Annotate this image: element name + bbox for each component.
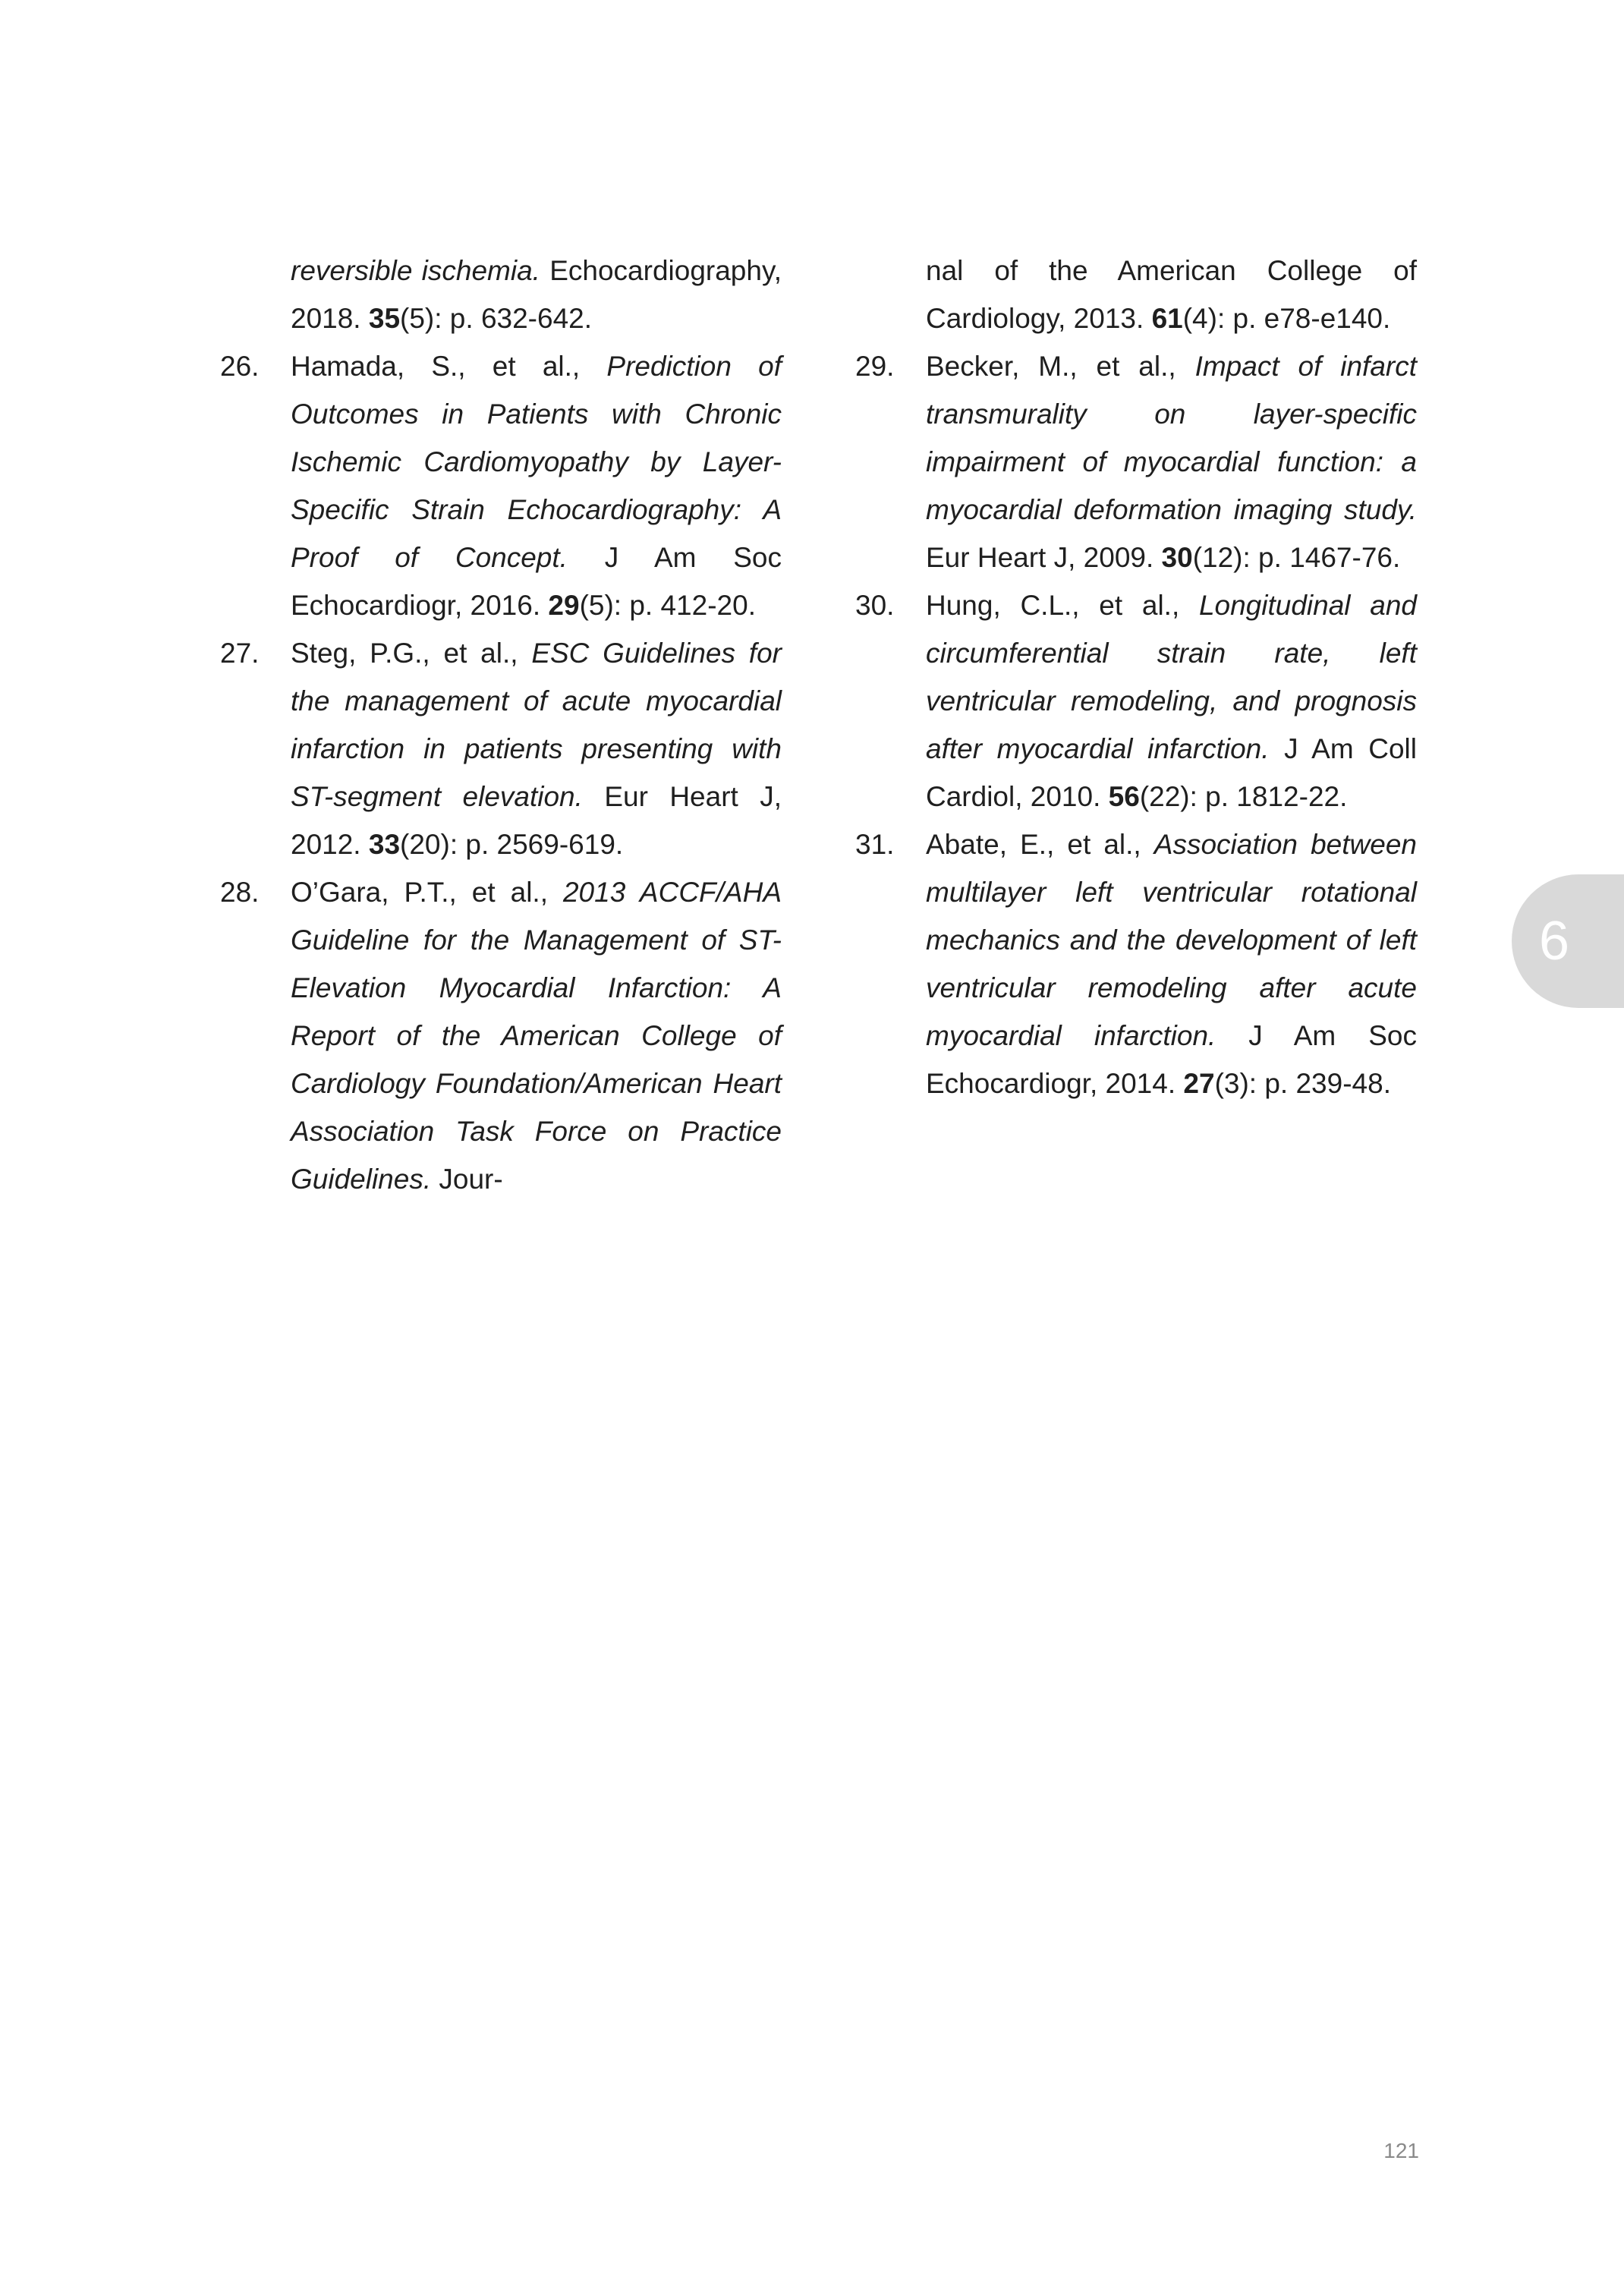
reference-number: 29. <box>855 351 895 382</box>
reference-title: Association between multilayer left ventricular rotational mechanics and the development of left ventricular remodeling after acute myocardial infarction. <box>926 829 1417 1051</box>
chapter-tab <box>1512 874 1624 1008</box>
reference-journal: Jour- <box>431 1164 503 1195</box>
reference-title: Prediction of Outcomes in Patients with Chronic Ischemic Cardiomyopathy by Layer-Specific Strain Echocardiography: A Proof of Concept. <box>291 351 782 573</box>
right-column <box>855 247 1417 1107</box>
reference-authors: Abate, E., et al., <box>926 829 1154 860</box>
reference-28 <box>220 868 782 1203</box>
reference-authors: O’Gara, P.T., et al., <box>291 877 563 908</box>
reference-journal: J Am Soc Echocardiogr, 2014. <box>926 1020 1417 1099</box>
reference-26 <box>220 342 782 629</box>
reference-31 <box>855 820 1417 1107</box>
reference-volume: 35 <box>368 303 401 334</box>
reference-pages: (20): p. 2569-619. <box>400 829 624 860</box>
reference-pages: (5): p. 632-642. <box>400 303 593 334</box>
reference-number: 30. <box>855 590 895 621</box>
reference-pages: (4): p. e78-e140. <box>1182 303 1391 334</box>
reference-volume: 29 <box>548 590 580 621</box>
reference-number: 27. <box>220 638 260 669</box>
reference-pages: (3): p. 239-48. <box>1214 1068 1391 1099</box>
reference-volume: 33 <box>368 829 401 860</box>
reference-volume: 61 <box>1151 303 1183 334</box>
chapter-number: 6 <box>1538 911 1570 972</box>
reference-authors: Becker, M., et al., <box>926 351 1195 382</box>
left-column <box>220 247 782 1203</box>
reference-pages: (12): p. 1467-76. <box>1192 542 1401 573</box>
reference-number: 31. <box>855 829 895 860</box>
reference-journal: J Am Soc Echocardiogr, 2016. <box>291 542 782 621</box>
reference-journal: J Am Coll Cardiol, 2010. <box>926 733 1417 812</box>
reference-authors: Hamada, S., et al., <box>291 351 607 382</box>
reference-volume: 56 <box>1108 781 1140 812</box>
reference-pages: (5): p. 412-20. <box>579 590 756 621</box>
reference-title: Longitudinal and circumferential strain rate, left ventricular remodeling, and prognosis after myocardial infarction. <box>926 590 1417 764</box>
reference-title: reversible ischemia. <box>291 255 540 286</box>
reference-journal: nal of the American College of Cardiology, 2013. <box>926 255 1417 334</box>
reference-30 <box>855 581 1417 820</box>
reference-29 <box>855 342 1417 581</box>
reference-authors: Steg, P.G., et al., <box>291 638 532 669</box>
reference-continuation <box>220 247 782 342</box>
reference-number: 26. <box>220 351 260 382</box>
reference-authors: Hung, C.L., et al., <box>926 590 1199 621</box>
reference-volume: 30 <box>1161 542 1193 573</box>
reference-27 <box>220 629 782 868</box>
reference-journal: Echocardiography, 2018. <box>291 255 782 334</box>
reference-continuation <box>855 247 1417 342</box>
reference-title: ESC Guidelines for the management of acute myocardial infarction in patients presenting with ST-segment elevation. <box>291 638 782 812</box>
reference-title: 2013 ACCF/AHA Guideline for the Management of ST-Elevation Myocardial Infarction: A Report of the American College of Cardiology Foundation/American Heart Association Task Force on Practice Guidelines. <box>291 877 782 1195</box>
reference-pages: (22): p. 1812-22. <box>1139 781 1348 812</box>
reference-volume: 27 <box>1183 1068 1215 1099</box>
reference-journal: Eur Heart J, 2012. <box>291 781 782 860</box>
reference-number: 28. <box>220 877 260 908</box>
page-number: 121 <box>1383 2139 1419 2162</box>
reference-journal: Eur Heart J, 2009. <box>926 542 1162 573</box>
reference-title: Impact of infarct transmurality on layer-specific impairment of myocardial function: a myocardial deformation imaging study. <box>926 351 1417 525</box>
